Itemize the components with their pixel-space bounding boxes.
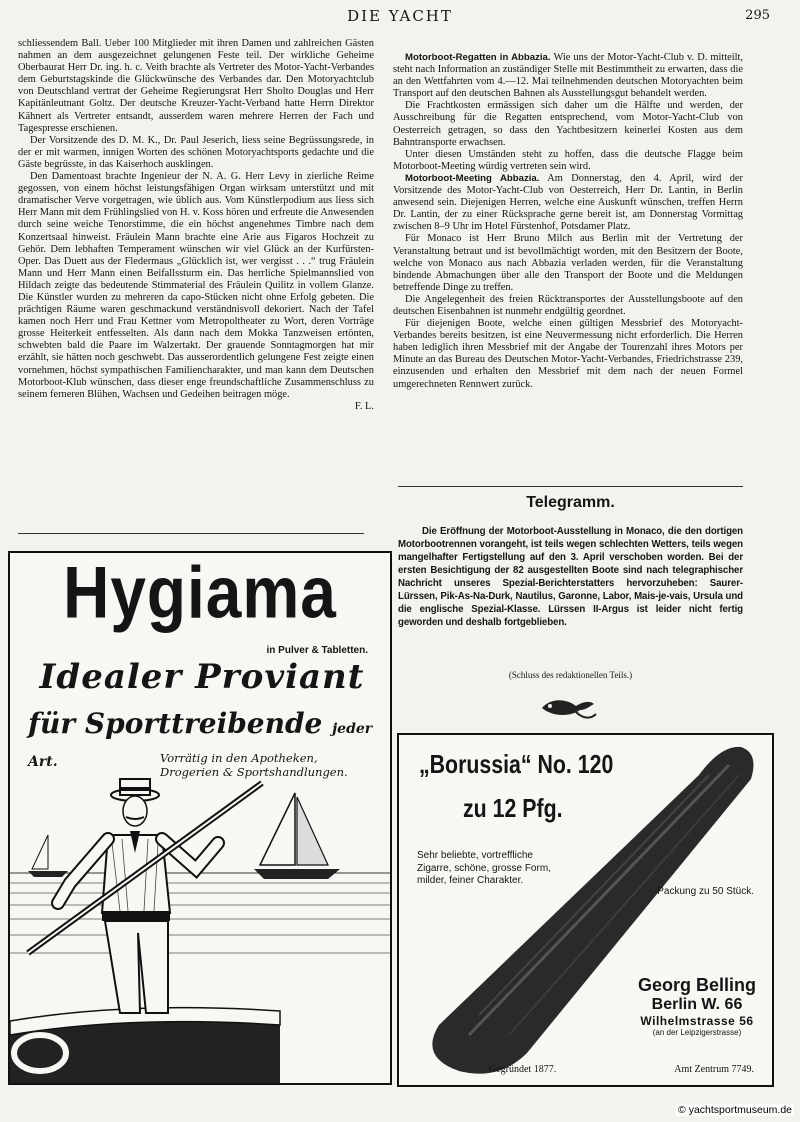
fish-ornament-icon (536, 694, 600, 724)
editorial-end-note: (Schluss des redaktionellen Teils.) (508, 670, 633, 680)
sailor-illustration (10, 773, 390, 1083)
hygiama-target-suffix: jeder Art. (28, 721, 373, 770)
hygiama-advertisement (8, 551, 392, 1085)
paragraph: Für diejenigen Boote, welche einen gültigen Messbrief des Motoryacht-Verbandes bereits besitzen, ist eine Neuvermessung nicht erforderlich. Die Herren haben lediglich ihren Messbrief mit der Angabe der Tourenzahl ihres Motors per Minute an das Bureau des Deutschen Motor-Yacht-Verbandes, Friedrichstrasse 239, einzusenden und erhalten den Messbrief mit dem nach der neuen Formel umgerechneten Rennwert zurück. (393, 318, 743, 390)
firm-phone: Amt Zentrum 7749. (674, 1064, 754, 1075)
paragraph-text: Wie uns der Motor-Yacht-Club v. D. mitteilt, steht nach Information an zuständiger Stelle mit Bestimmtheit zu erwarten, dass die an den Wettfahrten vom 4.—12. Mai teilnehmenden deutschen Motoryachten beim Transport auf den deutschen Bahnen als Ausstellungsgut behandelt werden. (393, 52, 743, 100)
paragraph: Den Damentoast brachte Ingenieur der N. A. G. Herr Levy in zierliche Reime gegossen, von einem höchst leistungsfähigen Organ wirksam unterstützt und mit dramatischer Verve vorgetragen, wie üblich aus. Vom Künstlerpodium aus liess sich Herr Mann mit dem Frühlingslied von H. v. Koss hören und erfreute die Anwesenden durch seine weiche Tenorstimme, die ein höchst angenehmes Timbre nach dem Konzertsaal hinweist. Fräulein Mann brachte eine Arie aus Figaros Hochzeit zu Gehör. Dem lebhaften Temperament wünschen wir viel Glück an der Kurfürsten-Oper. Das Duett aus der Fledermaus „Glücklich ist, wer vergisst . . .“ trug Fräulein Mann und Herr Mann einen Beifallssturm ein. Das herrliche Spielmannslied von Hildach zeigte das bedeutende Stimmaterial des Fräulein Quilitz in vollem Glanze. Die Künstler wurden zu mehreren da capo-Stücken nicht ohne Erfolg gebeten. Die prächtigen Räume waren geschmackund verständnisvoll dekoriert. Nach der Tafel kamen noch Herr und Frau Kettner vom Metropoltheater zu Wort, deren Vorträge grosse Heiterkeit entfesselten. Als dann nach dem Mokka Tanzweisen ertönten, schwebten bald die Paare im Walzertakt. Der grauende Sonntagmorgen hat mir erzählt, sie hätten noch geschwebt. Das ausserordentlich gelungene Fest zeigte einen vornehmen, höchst sympathischen Familiencharakter, und man kann dem Deutschen Motorboot-Klub wünschen, dass dieser enge freundschaftliche Zusammenschluss zu seinem ferneren Blühen, Wachsen und Gedeihen beitragen möge. (18, 171, 374, 400)
hygiama-slogan: Idealer Proviant (39, 657, 365, 697)
sailboat-icon (28, 835, 68, 877)
left-column (18, 38, 374, 523)
paragraph (393, 173, 743, 233)
borussia-advertisement (397, 733, 774, 1087)
telegram-title: Telegramm. (526, 494, 615, 511)
paragraph: Die Eröffnung der Motorboot-Ausstellung in Monaco, die den dortigen Motorbootrennen vorangeht, ist teils wegen schlechten Wetters, teils wegen mangelhafter Fertigstellung auf den 3. April verschoben worden. Bei der ersten Besichtigung der 82 ausgestellten Boote sind nach telegraphischer Nachricht unseres Spezial-Berichterstatters hervorzuheben: Saurer-Lürssen, Pik-As-Na-Durk, Nautilus, Garonne, Labor, Mais-je-vais, Ursula und die englische Spezial-Klasse. Lürssen II-Argus ist leider nicht fertig geworden und deshalb fortgeblieben. (398, 526, 743, 628)
hygiama-availability: Vorrätig in den Apotheken, Drogerien & Sportshandlungen. (160, 751, 348, 779)
paragraph-heading: Motorboot-Regatten in Abbazia. (405, 52, 551, 63)
divider (398, 486, 743, 487)
paragraph-text: Am Donnerstag, den 4. April, wird der Vorsitzende des Motor-Yacht-Club von Oesterreich, Herr Dr. Lantin, in Berlin anwesend sein. Diejenigen Herren, welche eine Auskunft wünschen, treffen Herrn Dr. Lantin, der zu einer Rücksprache gerne bereit ist, am Donnerstag Vormittag zwischen 8–9 Uhr im Hotel Fürstenhof, Potsdamer Platz. (393, 172, 743, 233)
hygiama-brand: Hygiama (63, 551, 337, 634)
hygiama-form: in Pulver & Tabletten. (266, 645, 368, 656)
firm-name: Georg Belling (637, 975, 756, 995)
author-signature: F. L. (354, 400, 374, 412)
paragraph: Für Monaco ist Herr Bruno Milch aus Berlin mit der Vertretung der Veranstaltung betraut und ist bevollmächtigt worden, mit den Besitzern der Boote, welche von Monaco aus nach Abbazia verladen werden, für die Veranstaltung bindende Abmachungen über alle den Transport der Boote und die Meldungen betreffende Dinge zu treffen. (393, 233, 743, 293)
paragraph: schliessendem Ball. Ueber 100 Mitglieder mit ihren Damen und zahlreichen Gästen nahmen an dem ausgezeichnet gelungenen Feste teil. Der wirkliche Geheime Oberbaurat Herr Dr. ing. h. c. Veith brachte als Vertreter des Motor-Yacht-Verbandes dem Geburtstagskinde die Glückwünsche des Verbandes dar. Den Motoryachtclub von Deutschland vertrat der Geheime Regierungsrat Herr Sholto Douglas und Herr Kapitänleutnant Goltz. Der deutsche Kreuzer-Yacht-Verband hatte Herrn Direktor Kähnert als Vertreter entsandt, ausserdem waren mehrere Herren der Fach und Tagespresse erschienen. (18, 38, 374, 134)
paragraph (393, 52, 743, 100)
page-number: 295 (745, 8, 770, 23)
borussia-price: zu 12 Pfg. (463, 793, 563, 823)
copyright-credit: © yachtsportmuseum.de (678, 1104, 792, 1116)
paragraph: Die Angelegenheit des freien Rücktransportes der Ausstellungsboote auf den deutschen Eisenbahnen ist nunmehr endgültig geordnet. (393, 293, 743, 317)
firm-street: Wilhelmstrasse 56 (640, 1014, 754, 1028)
sailboat-icon (254, 793, 340, 879)
borussia-packing: Packung zu 50 Stück. (657, 886, 754, 897)
paragraph: Die Frachtkosten ermässigen sich daher um die Hälfte und werden, der Ausschreibung für die Regatten entsprechend, vom Motor-Yacht-Club von Oesterreich getragen, so dass den Yachtbesitzern keinerlei Kosten aus dem Bahntransporte erwachsen. (393, 100, 743, 148)
firm-street-note: (an der Leipzigerstrasse) (652, 1028, 742, 1037)
paragraph: Unter diesen Umständen steht zu hoffen, dass die deutsche Flagge beim Motorboot-Meeting würdig vertreten sein wird. (393, 148, 743, 172)
firm-city: Berlin W. 66 (651, 996, 743, 1013)
borussia-title: „Borussia“ No. 120 (419, 749, 614, 779)
paragraph: Der Vorsitzende des D. M. K., Dr. Paul Jeserich, liess seine Begrüssungsrede, in der er mit warmen, innigen Worten des schönen Motoryachtsports gedachte und die Gäste begrüsste, in das Kaiserhoch ausklingen. (18, 134, 374, 170)
paragraph-heading: Motorboot-Meeting Abbazia. (405, 172, 540, 184)
firm-founded: Gegründet 1877. (489, 1064, 557, 1075)
borussia-firm-block (638, 975, 756, 1037)
divider (18, 533, 364, 534)
right-column (393, 52, 743, 482)
header-title: DIE YACHT (347, 7, 453, 25)
telegram-body (398, 525, 743, 629)
hygiama-target-text: für Sporttreibende (28, 707, 323, 740)
borussia-description: Sehr beliebte, vortreffliche Zigarre, schöne, grosse Form, milder, feiner Charakter. (417, 850, 551, 886)
